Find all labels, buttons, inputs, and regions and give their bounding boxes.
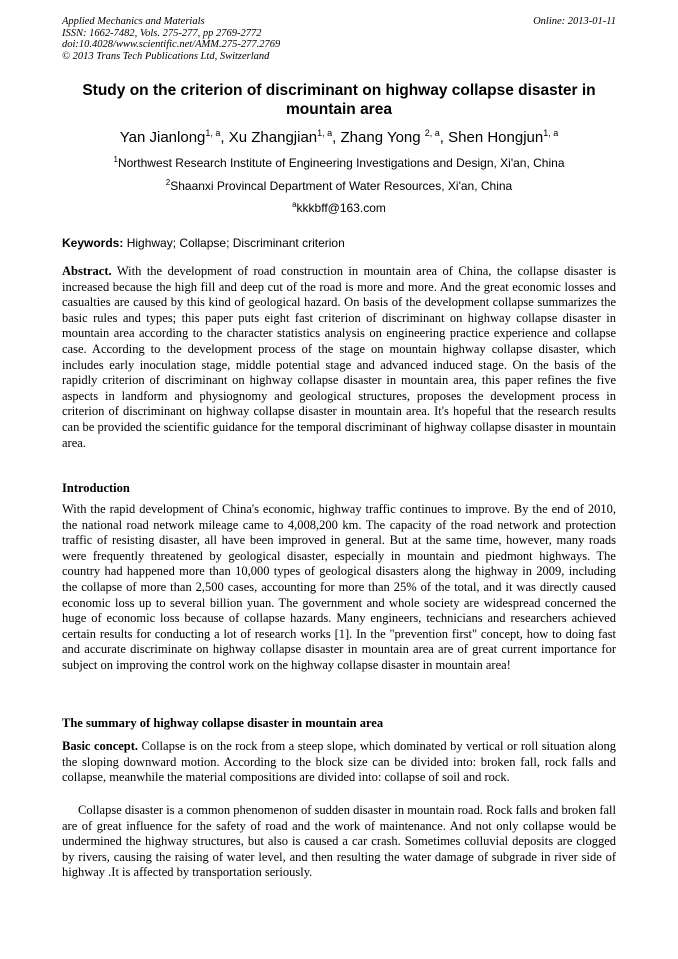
author-sup: 1, a [543,128,559,138]
collapse-disaster-paragraph: Collapse disaster is a common phenomenon of sudden disaster in mountain road. Rock falls and broken fall are of great influence for the safety of road and the work of maintenance. And not only collapse would be undermined the highway structures, but also is caused a car crash. Sometimes colluvial deposits are clogged by rivers, causing the raising of water level, and then resulting the water damage of subgrade in river side of highway .It is affected by transportation seriously. [62,803,616,880]
author-name: Xu Zhangjian [228,129,318,146]
abstract-paragraph [62,264,616,451]
keywords-label: Keywords: [62,236,124,250]
keywords-text: Highway; Collapse; Discriminant criterion [123,236,345,250]
author-name: Yan Jianlong [119,129,206,146]
introduction-paragraph: With the rapid development of China's economic, highway traffic continues to improve. By the end of 2010, the national road network mileage came to 4,008,200 km. The capacity of the road network and protection traffic of resisting disaster, all have been improved in general. But at the same time, however, many roads were frequently threatened by geological disaster, especially in mountain and piedmont highways. The country had happened more than 10,000 types of geological disasters along the highway in 2009, including the collapse of more than 2,500 cases, accounting for more than 25% of the total, and it was directly caused economic loss up to several billion yuan. The government and whole society are widespread concerned the huge of economic loss because of collapse hazards. Many engineers, technicians and researchers achieved certain results for conducting a lot of research works [1]. In the "prevention first" concept, how to doing fast and accurate discriminate on highway collapse disaster in mountain area are of great current importance for subject on improving the control work on the highway collapse disaster in mountain area! [62,502,616,672]
keywords [62,236,616,250]
author-sup: 1, a [317,128,333,138]
doi-line: doi:10.4028/www.scientific.net/AMM.275-277.2769 [62,39,281,50]
abstract-label: Abstract. [62,264,112,278]
author-sup: 1, a [205,128,221,138]
paper-title: Study on the criterion of discriminant on highway collapse disaster in mountain area [82,82,596,118]
basic-concept-label: Basic concept. [62,739,139,753]
issn-line: ISSN: 1662-7482, Vols. 275-277, pp 2769-2772 [62,27,262,39]
online-date: Online: 2013-01-11 [533,16,616,27]
author-name: Shen Hongjun [448,129,544,146]
section-heading-introduction: Introduction [62,481,130,495]
author-separator: , [220,129,229,146]
section-heading-summary: The summary of highway collapse disaster in mountain area [62,716,384,730]
basic-concept-text: Collapse is on the rock from a steep slope, which dominated by vertical or roll situation along the sloping downward motion. According to the block size can be divided into: broken fall, rock falls and collapse, meanwhile the material compositions are divided into: collapse of soil and rock. [62,739,616,785]
author-separator: , [332,129,341,146]
affiliation-email [62,201,616,215]
author-name: Zhang Yong [340,129,425,146]
abstract-text: With the development of road construction in mountain area of China, the collapse disaster is increased because the high fill and deep cut of the road is more and more. And the great economic losses and casualties are caused by this kind of geological hazard. On basis of the development collapse summarizes the basic rules and types; this paper puts eight fast criterion of discriminant on highway collapse disaster in mountain area according to the character statistics analysis on engineering practice experience and collapse case. According to the development process of the stage on mountain highway collapse disaster, which includes early inoculation stage, middle potential stage and advanced induced stage. On the basis of the rapidly criterion of discriminant on highway collapse disaster in mountain area, this paper refines the five aspects in landform and physiognomy and geological structures, proposes the development process in criterion of discriminant on highway collapse disaster in mountain area. It's hopeful that the research results can be provided the scientific guidance for the temporal discriminant of highway collapse disaster in mountain area. [62,264,616,450]
affiliation-text: Shaanxi Provincal Department of Water Resources, Xi'an, China [170,179,513,193]
email-text: kkkbff@163.com [296,201,386,215]
affiliation-sup: 1 [113,155,118,164]
journal-name: Applied Mechanics and Materials [62,16,205,27]
journal-header [62,16,616,62]
affiliation-text: Northwest Research Institute of Engineering Investigations and Design, Xi'an, China [117,156,565,170]
author-sup: 2, a [424,128,440,138]
author-separator: , [439,129,449,146]
affiliation-2 [62,179,616,193]
affiliation-1 [62,156,616,170]
copyright-line: © 2013 Trans Tech Publications Ltd, Switzerland [62,50,270,62]
author-list [62,128,616,148]
basic-concept-paragraph [62,739,616,786]
affiliation-sup: a [292,200,297,209]
affiliation-sup: 2 [165,178,171,187]
